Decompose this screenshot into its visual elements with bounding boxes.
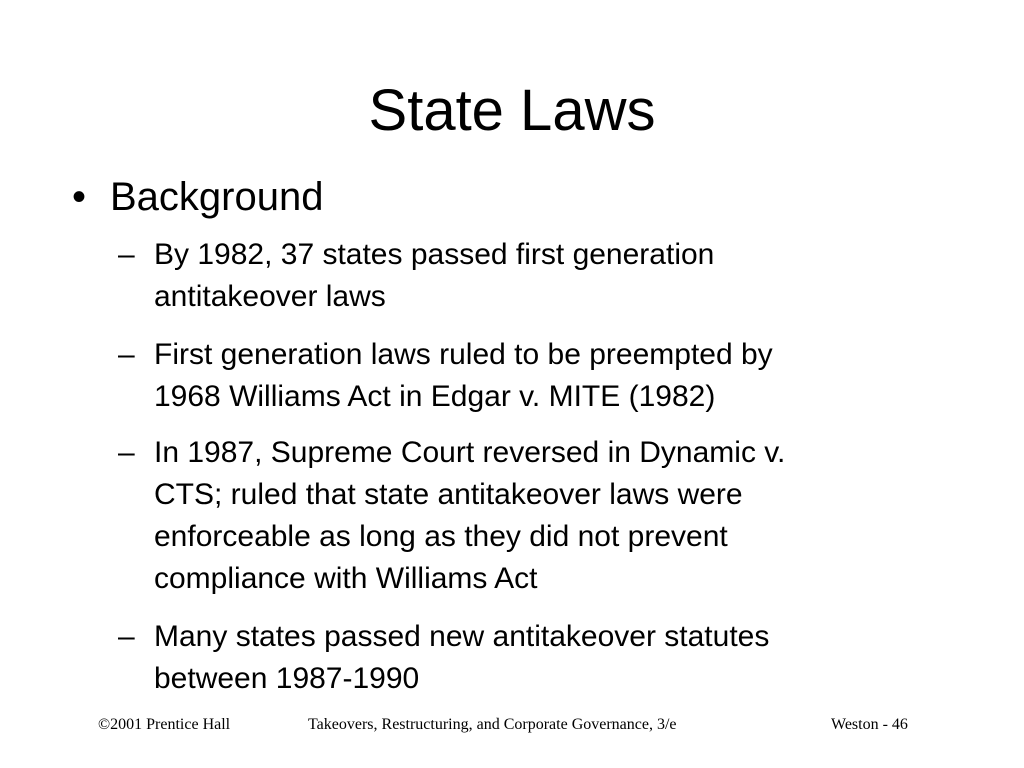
dash-icon: – [118, 620, 135, 653]
sub-bullet-3 [118, 432, 958, 600]
sub-bullet-line: between 1987-1990 [154, 662, 420, 695]
dash-icon: – [118, 436, 135, 469]
slide-title: State Laws [368, 78, 656, 143]
sub-bullet-4 [118, 616, 958, 700]
bullet-icon: • [72, 175, 87, 219]
sub-bullet-line: enforceable as long as they did not prevent [154, 520, 728, 553]
sub-bullet-line: Many states passed new antitakeover statutes [154, 620, 770, 653]
sub-bullet-line: antitakeover laws [154, 280, 386, 313]
sub-bullet-line: compliance with Williams Act [154, 562, 538, 595]
sub-bullet-1 [118, 234, 958, 318]
footer-page-number: Weston - 46 [831, 716, 908, 733]
sub-bullet-line: First generation laws ruled to be preempted by [154, 338, 773, 371]
sub-bullet-line: CTS; ruled that state antitakeover laws were [154, 478, 743, 511]
sub-bullet-line: By 1982, 37 states passed first generation [154, 238, 715, 271]
sub-bullet-2 [118, 334, 958, 418]
sub-bullet-line: In 1987, Supreme Court reversed in Dynamic v. [154, 436, 786, 469]
sub-bullet-line: 1968 Williams Act in Edgar v. MITE (1982) [154, 380, 716, 413]
dash-icon: – [118, 238, 135, 271]
footer-copyright: ©2001 Prentice Hall [98, 716, 231, 733]
footer-book-title: Takeovers, Restructuring, and Corporate Governance, 3/e [308, 716, 677, 733]
main-bullet-text: Background [110, 175, 324, 219]
dash-icon: – [118, 338, 135, 371]
